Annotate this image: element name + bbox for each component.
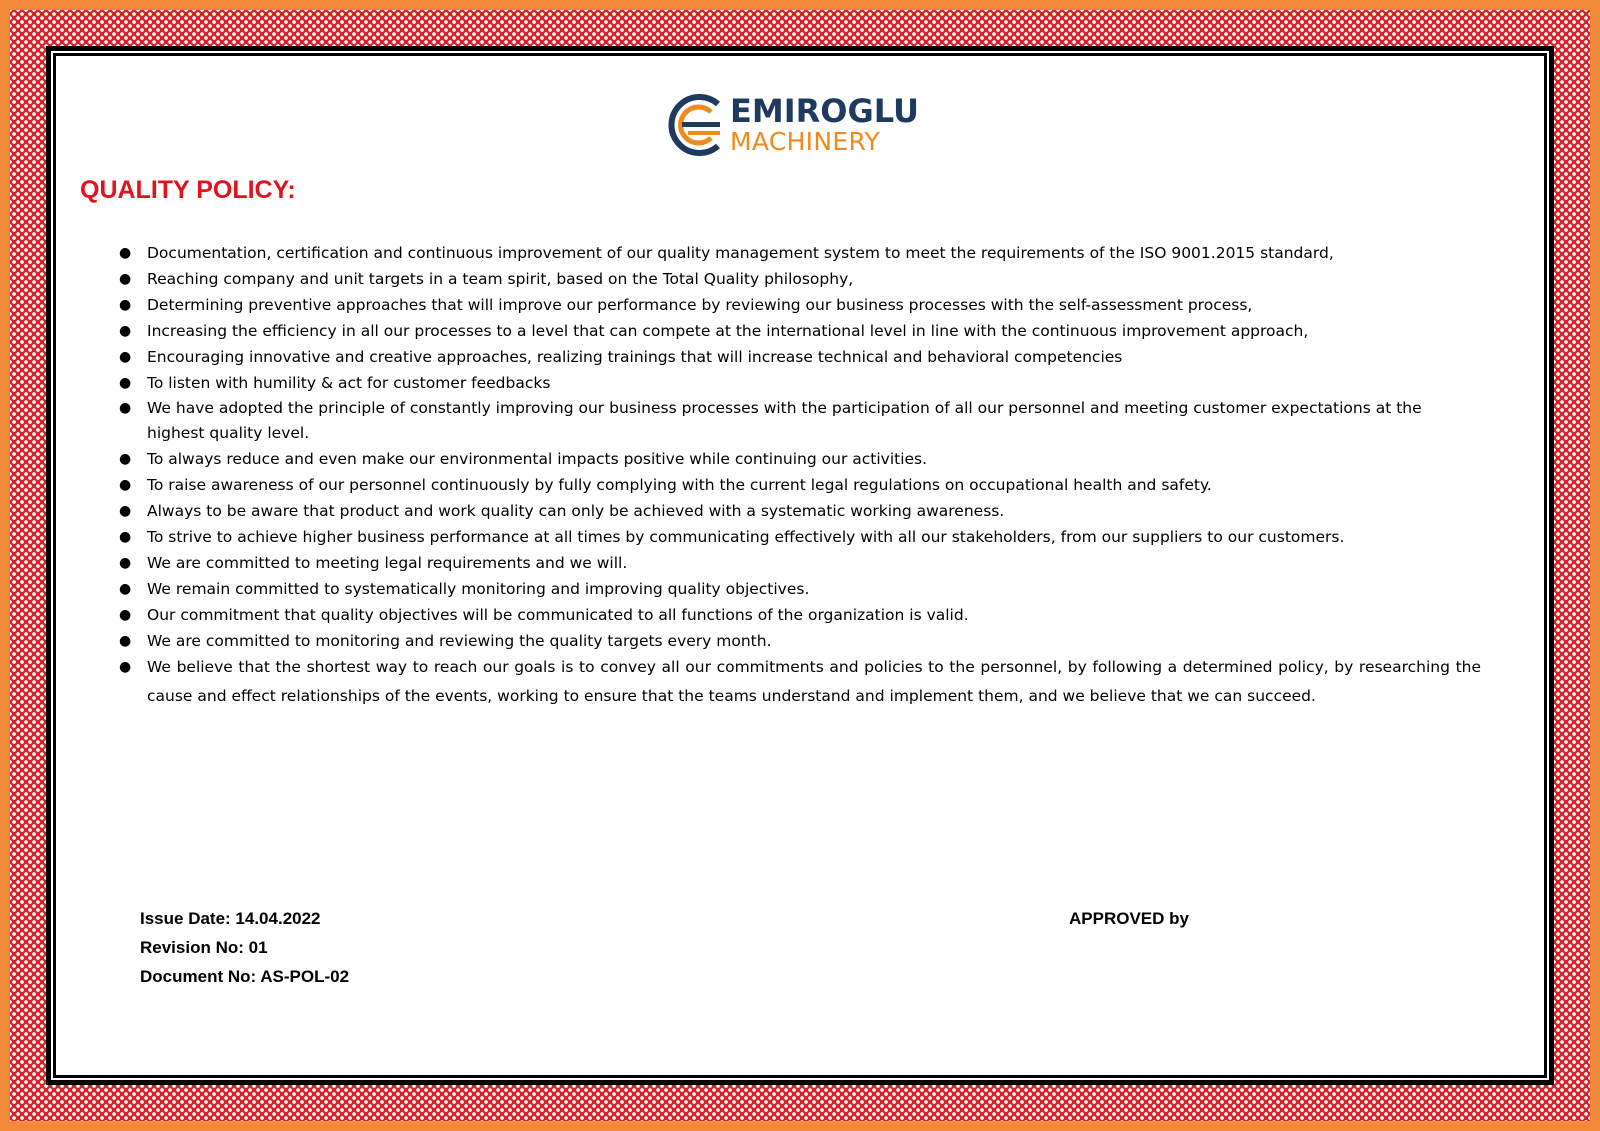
list-item: ● Always to be aware that product and work quality can only be achieved with a systematic working awareness. <box>147 498 1481 524</box>
logo-wordmark-emiroglu: EMIROGLU <box>730 92 919 130</box>
bullet-icon: ● <box>119 375 132 391</box>
bullet-icon: ● <box>119 555 132 571</box>
bullet-icon: ● <box>119 400 132 416</box>
document-frame <box>46 46 1554 1085</box>
list-item: ● Determining preventive approaches that will improve our performance by reviewing our business processes with the self-assessment process, <box>147 292 1481 318</box>
bullet-icon: ● <box>119 529 132 545</box>
bullet-icon: ● <box>119 271 132 287</box>
bullet-icon: ● <box>119 633 132 649</box>
list-item: ● To listen with humility & act for customer feedbacks <box>147 370 1481 396</box>
document-no: Document No: AS-POL-02 <box>140 967 350 986</box>
bullet-icon: ● <box>119 349 132 365</box>
bullet-icon: ● <box>119 659 132 675</box>
revision-no: Revision No: 01 <box>140 938 268 957</box>
list-item: ● To strive to achieve higher business performance at all times by communicating effectively with all our stakeholders, from our suppliers to our customers. <box>147 524 1481 550</box>
list-item: ● We are committed to meeting legal requirements and we will. <box>147 550 1481 576</box>
approved-by-label: APPROVED by <box>1069 909 1189 928</box>
logo-wordmark-machinery: MACHINERY <box>730 127 881 156</box>
list-item: ● To raise awareness of our personnel continuously by fully complying with the current legal regulations on occupational health and safety. <box>147 472 1481 498</box>
list-item: ● Increasing the efficiency in all our processes to a level that can compete at the international level in line with the continuous improvement approach, <box>147 318 1481 344</box>
list-item: ● We have adopted the principle of constantly improving our business processes with the participation of all our personnel and meeting customer expectations at the highest quality level. <box>147 396 1481 446</box>
document-page <box>53 53 1547 1078</box>
bullet-icon: ● <box>119 607 132 623</box>
company-logo <box>666 92 926 162</box>
bullet-icon: ● <box>119 245 132 261</box>
bullet-icon: ● <box>119 297 132 313</box>
list-item: ● Encouraging innovative and creative approaches, realizing trainings that will increase technical and behavioral competencies <box>147 344 1481 370</box>
list-item: ● Our commitment that quality objectives will be communicated to all functions of the organization is valid. <box>147 602 1481 628</box>
list-item: ● Reaching company and unit targets in a team spirit, based on the Total Quality philosophy, <box>147 266 1481 292</box>
document-info <box>140 904 349 991</box>
quality-policy-list <box>119 240 1481 711</box>
list-item: ● We are committed to monitoring and reviewing the quality targets every month. <box>147 628 1481 654</box>
bullet-icon: ● <box>119 323 132 339</box>
list-item: ● Documentation, certification and continuous improvement of our quality management system to meet the requirements of the ISO 9001.2015 standard, <box>147 240 1481 266</box>
emiroglu-e-logo-icon <box>666 92 726 158</box>
list-item: ● To always reduce and even make our environmental impacts positive while continuing our activities. <box>147 446 1481 472</box>
page-title: QUALITY POLICY: <box>80 176 296 204</box>
bullet-icon: ● <box>119 477 132 493</box>
issue-date: Issue Date: 14.04.2022 <box>140 909 321 928</box>
bullet-icon: ● <box>119 451 132 467</box>
list-item: ● We believe that the shortest way to reach our goals is to convey all our commitments and policies to the personnel, by following a determined policy, by researching the cause and effect relationships of the events, working to ensure that the teams understand and implement them, and we believe that we can succeed. <box>147 653 1481 711</box>
list-item: ● We remain committed to systematically monitoring and improving quality objectives. <box>147 576 1481 602</box>
bullet-icon: ● <box>119 581 132 597</box>
bullet-icon: ● <box>119 503 132 519</box>
